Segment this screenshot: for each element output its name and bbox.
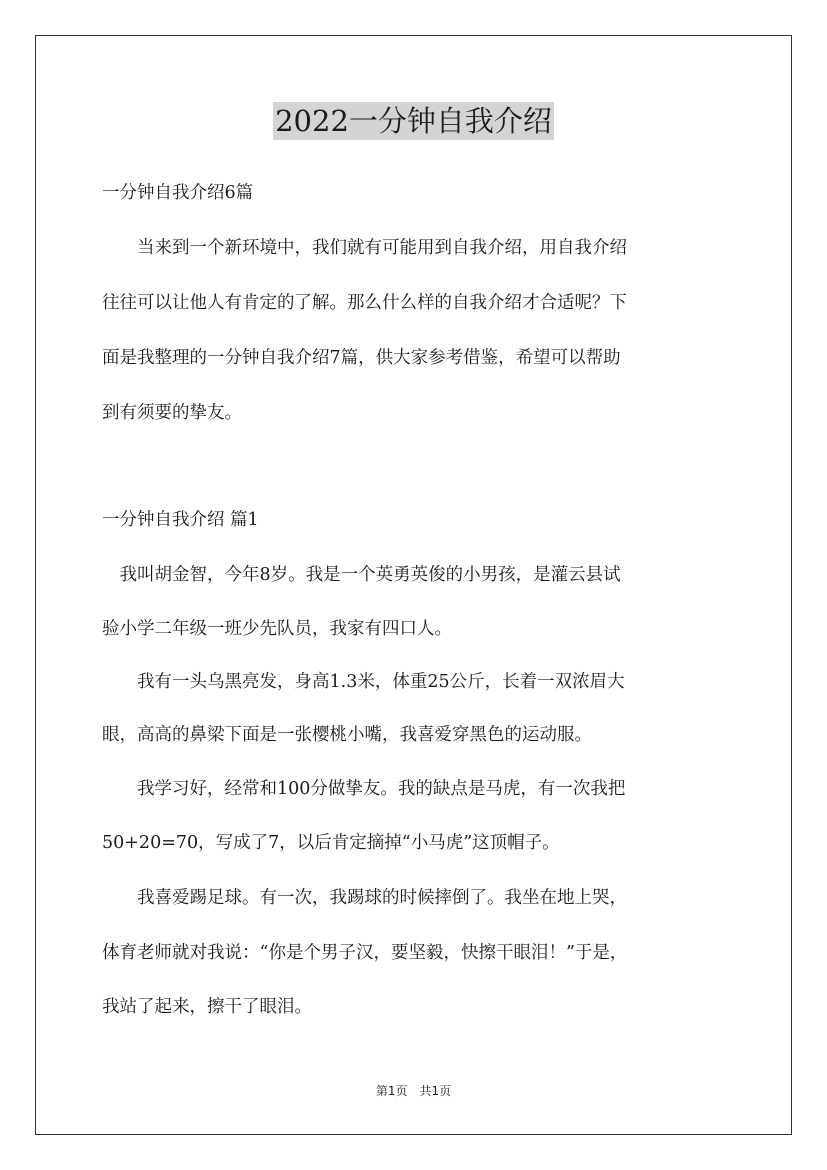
section-heading: 一分钟自我介绍 篇1 [102,510,259,530]
paragraph-line: 眼，高高的鼻梁下面是一张樱桃小嘴，我喜爱穿黑色的运动服。 [102,725,592,745]
paragraph-line: 我站了起来，擦干了眼泪。 [102,997,312,1017]
paragraph-line: 当来到一个新环境中，我们就有可能用到自我介绍，用自我介绍 [102,238,627,258]
paragraph-line: 面是我整理的一分钟自我介绍7篇，供大家参考借鉴，希望可以帮助 [102,348,621,368]
paragraph-line: 体育老师就对我说：“你是个男子汉，要坚毅，快擦干眼泪！”于是， [102,943,628,963]
document-title: 2022一分钟自我介绍 [275,104,552,138]
paragraph-line: 验小学二年级一班少先队员，我家有四口人。 [102,619,452,639]
paragraph-line: 到有须要的挚友。 [102,403,242,423]
paragraph-line: 我喜爱踢足球。有一次，我踢球的时候摔倒了。我坐在地上哭， [102,888,627,908]
paragraph-line: 50+20=70，写成了7，以后肯定摘掉“小马虎”这顶帽子。 [102,833,560,853]
paragraph-line: 往往可以让他人有肯定的了解。那么什么样的自我介绍才合适呢？下 [102,293,627,313]
section-heading: 一分钟自我介绍6篇 [102,183,254,203]
paragraph-line: 我学习好，经常和100分做挚友。我的缺点是马虎，有一次我把 [102,779,626,799]
page-footer: 第1页 共1页 [375,1084,452,1098]
paragraph-line: 我有一头乌黑亮发，身高1.3米，体重25公斤，长着一双浓眉大 [102,672,625,692]
title-container [0,102,827,140]
paragraph-line: 我叫胡金智，今年8岁。我是一个英勇英俊的小男孩，是灌云县试 [102,565,621,585]
